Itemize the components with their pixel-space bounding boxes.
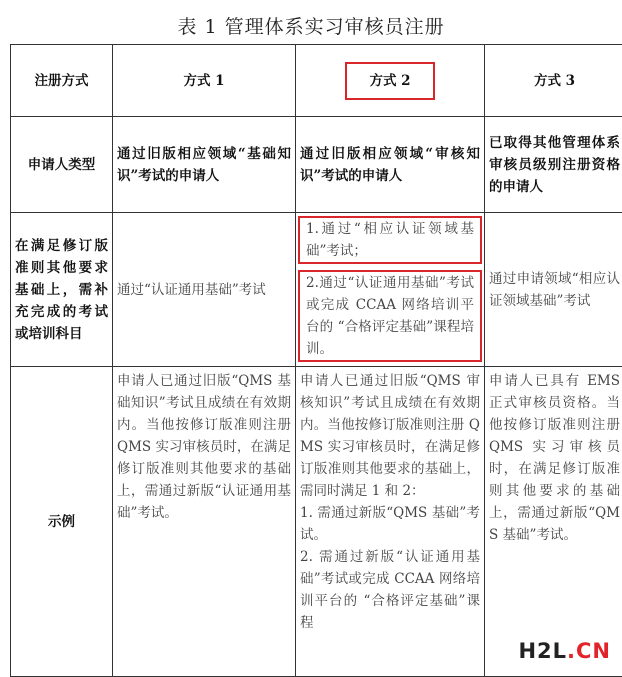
example-col2-cell (296, 367, 485, 677)
exam-col2-item2-box (298, 270, 482, 362)
registration-table (10, 44, 622, 677)
header-col2: 方式 2 (369, 73, 410, 89)
exam-col2-item2: 2.通过“认证通用基础”考试或完成 CCAA 网络培训平台的 “合格评定基础”课程培训。 (306, 275, 474, 357)
example-col2-intro: 申请人已通过旧版“QMS 审核知识”考试且成绩在有效期内。当他按修订版准则注册 QMS 实习审核员时，在满足修订版准则其他要求的基础上，需同时满足 1 和 2： (300, 370, 480, 502)
watermark-part2: .CN (567, 639, 611, 663)
applicant-col3: 已取得其他管理体系审核员级别注册资格的申请人 (485, 117, 622, 213)
example-label: 示例 (11, 367, 113, 677)
header-col0: 注册方式 (11, 45, 113, 117)
example-col2-item1: 1. 需通过新版“QMS 基础”考试。 (300, 502, 480, 546)
table-row-header (11, 45, 622, 117)
applicant-col2: 通过旧版相应领域“审核知识”考试的申请人 (296, 117, 485, 213)
exam-col2-item1: 1.通过“相应认证领域基础”考试； (306, 221, 474, 259)
example-col2-item2: 2. 需通过新版“认证通用基础”考试或完成 CCAA 网络培训平台的 “合格评定基础”课程 (300, 546, 480, 634)
table-row-applicant (11, 117, 622, 213)
header-col1: 方式 1 (113, 45, 296, 117)
watermark-part1: H2L (518, 639, 567, 663)
header-col3: 方式 3 (485, 45, 622, 117)
watermark-logo (515, 639, 614, 663)
page-title: 表 1 管理体系实习审核员注册 (0, 12, 622, 39)
exam-col1: 通过“认证通用基础”考试 (113, 213, 296, 367)
exam-col2-cell (296, 213, 485, 367)
exam-col3: 通过申请领域“相应认证领域基础”考试 (485, 213, 622, 367)
applicant-col1: 通过旧版相应领域“基础知识”考试的申请人 (113, 117, 296, 213)
exam-label: 在满足修订版准则其他要求基础上，需补充完成的考试或培训科目 (11, 213, 113, 367)
header-col2-highlight (345, 62, 434, 100)
exam-col2-item1-box (298, 216, 482, 264)
applicant-label: 申请人类型 (11, 117, 113, 213)
example-col3: 申请人已具有 EMS 正式审核员资格。当他按修订版准则注册 QMS 实习审核员时，在满足修订版准则其他要求的基础上，需通过新版“QMS 基础”考试。 (485, 367, 622, 677)
table-row-example (11, 367, 622, 677)
table-row-exam (11, 213, 622, 367)
header-col2-cell (296, 45, 485, 117)
example-col1: 申请人已通过旧版“QMS 基础知识”考试且成绩在有效期内。当他按修订版准则注册 QMS 实习审核员时，在满足修订版准则其他要求的基础上，需通过新版“认证通用基础”考试。 (113, 367, 296, 677)
